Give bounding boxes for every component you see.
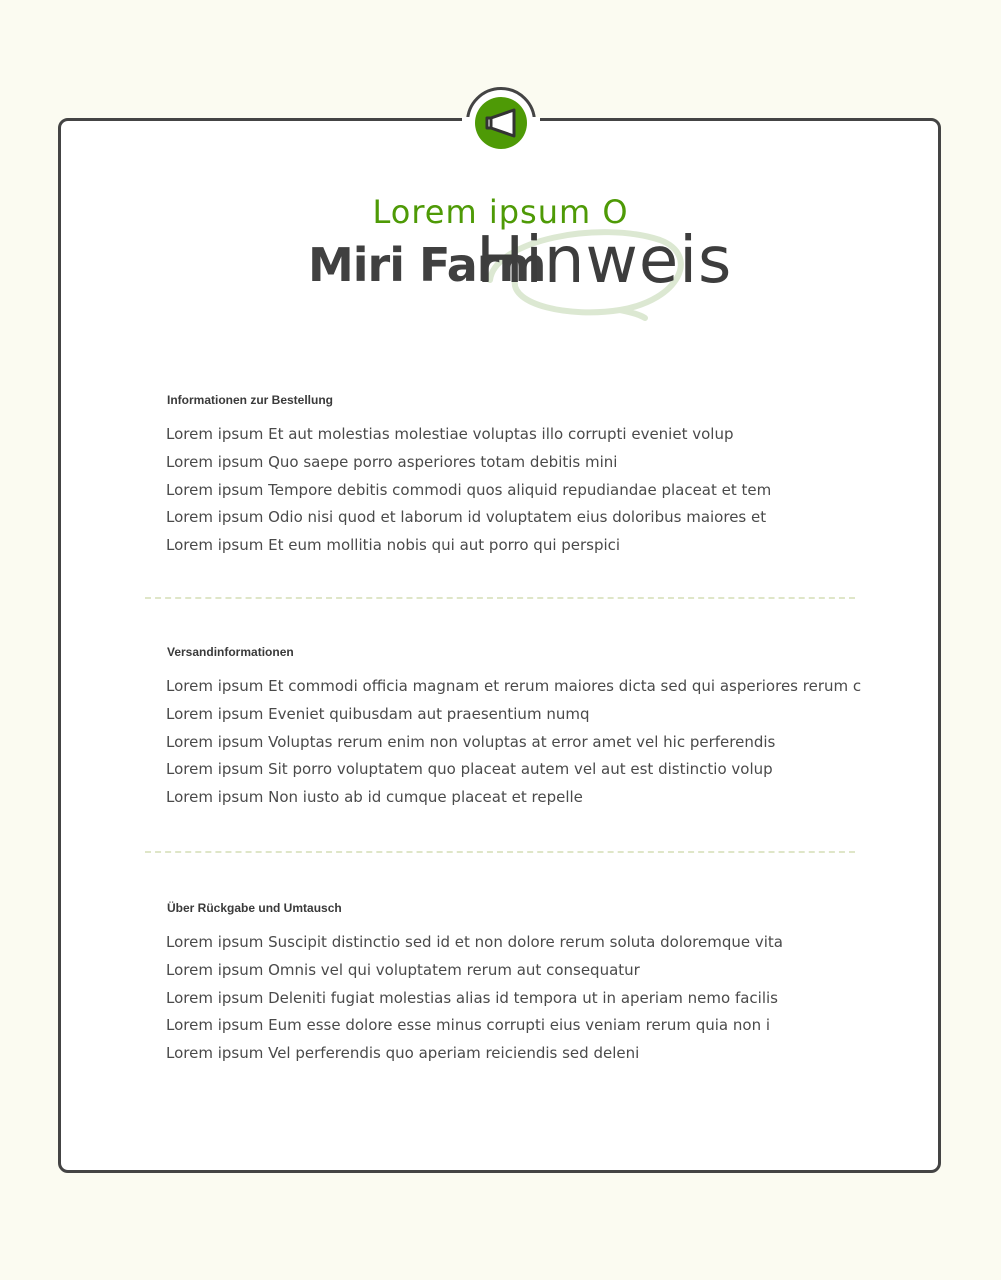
list-item: Lorem ipsum Suscipit distinctio sed id et non dolore rerum soluta doloremque vita [166, 933, 783, 951]
section-heading: Versandinformationen [167, 645, 294, 659]
list-item: Lorem ipsum Et eum mollitia nobis qui aut porro qui perspici [166, 536, 621, 555]
list-item: Lorem ipsum Odio nisi quod et laborum id voluptatem eius doloribus maiores et [166, 508, 767, 527]
section-lines [166, 929, 856, 1068]
list-item: Lorem ipsum Eveniet quibusdam aut praesentium numq [166, 704, 590, 723]
section-divider [145, 851, 855, 853]
list-item: Lorem ipsum Deleniti fugiat molestias alias id tempora ut in aperiam nemo facilis [166, 988, 778, 1007]
list-item: Lorem ipsum Et commodi officia magnam et rerum maiores dicta sed qui asperiores rerum c [166, 677, 862, 695]
section-order-info [166, 393, 856, 560]
megaphone-badge [475, 97, 527, 149]
section-returns-info [166, 901, 856, 1068]
section-lines [166, 673, 862, 812]
brand-title: Miri Farm [308, 238, 546, 292]
list-item: Lorem ipsum Quo saepe porro asperiores totam debitis mini [166, 452, 618, 471]
section-heading: Über Rückgabe und Umtausch [167, 901, 342, 915]
megaphone-icon [475, 97, 527, 149]
section-heading: Informationen zur Bestellung [167, 393, 334, 407]
list-item: Lorem ipsum Non iusto ab id cumque placeat et repelle [166, 788, 583, 807]
section-lines [166, 421, 856, 560]
list-item: Lorem ipsum Omnis vel qui voluptatem rerum aut consequatur [166, 960, 640, 979]
section-shipping-info [166, 645, 862, 812]
list-item: Lorem ipsum Vel perferendis quo aperiam reiciendis sed deleni [166, 1044, 640, 1063]
script-title: Hinweis [476, 224, 733, 298]
list-item: Lorem ipsum Voluptas rerum enim non voluptas at error amet vel hic perferendis [166, 732, 776, 751]
eyebrow-title: Lorem ipsum O [372, 193, 629, 231]
list-item: Lorem ipsum Sit porro voluptatem quo placeat autem vel aut est distinctio volup [166, 760, 773, 779]
list-item: Lorem ipsum Tempore debitis commodi quos aliquid repudiandae placeat et tem [166, 480, 772, 499]
section-divider [145, 597, 855, 599]
list-item: Lorem ipsum Eum esse dolore esse minus corrupti eius veniam rerum quia non i [166, 1016, 771, 1035]
list-item: Lorem ipsum Et aut molestias molestiae voluptas illo corrupti eveniet volup [166, 425, 734, 443]
